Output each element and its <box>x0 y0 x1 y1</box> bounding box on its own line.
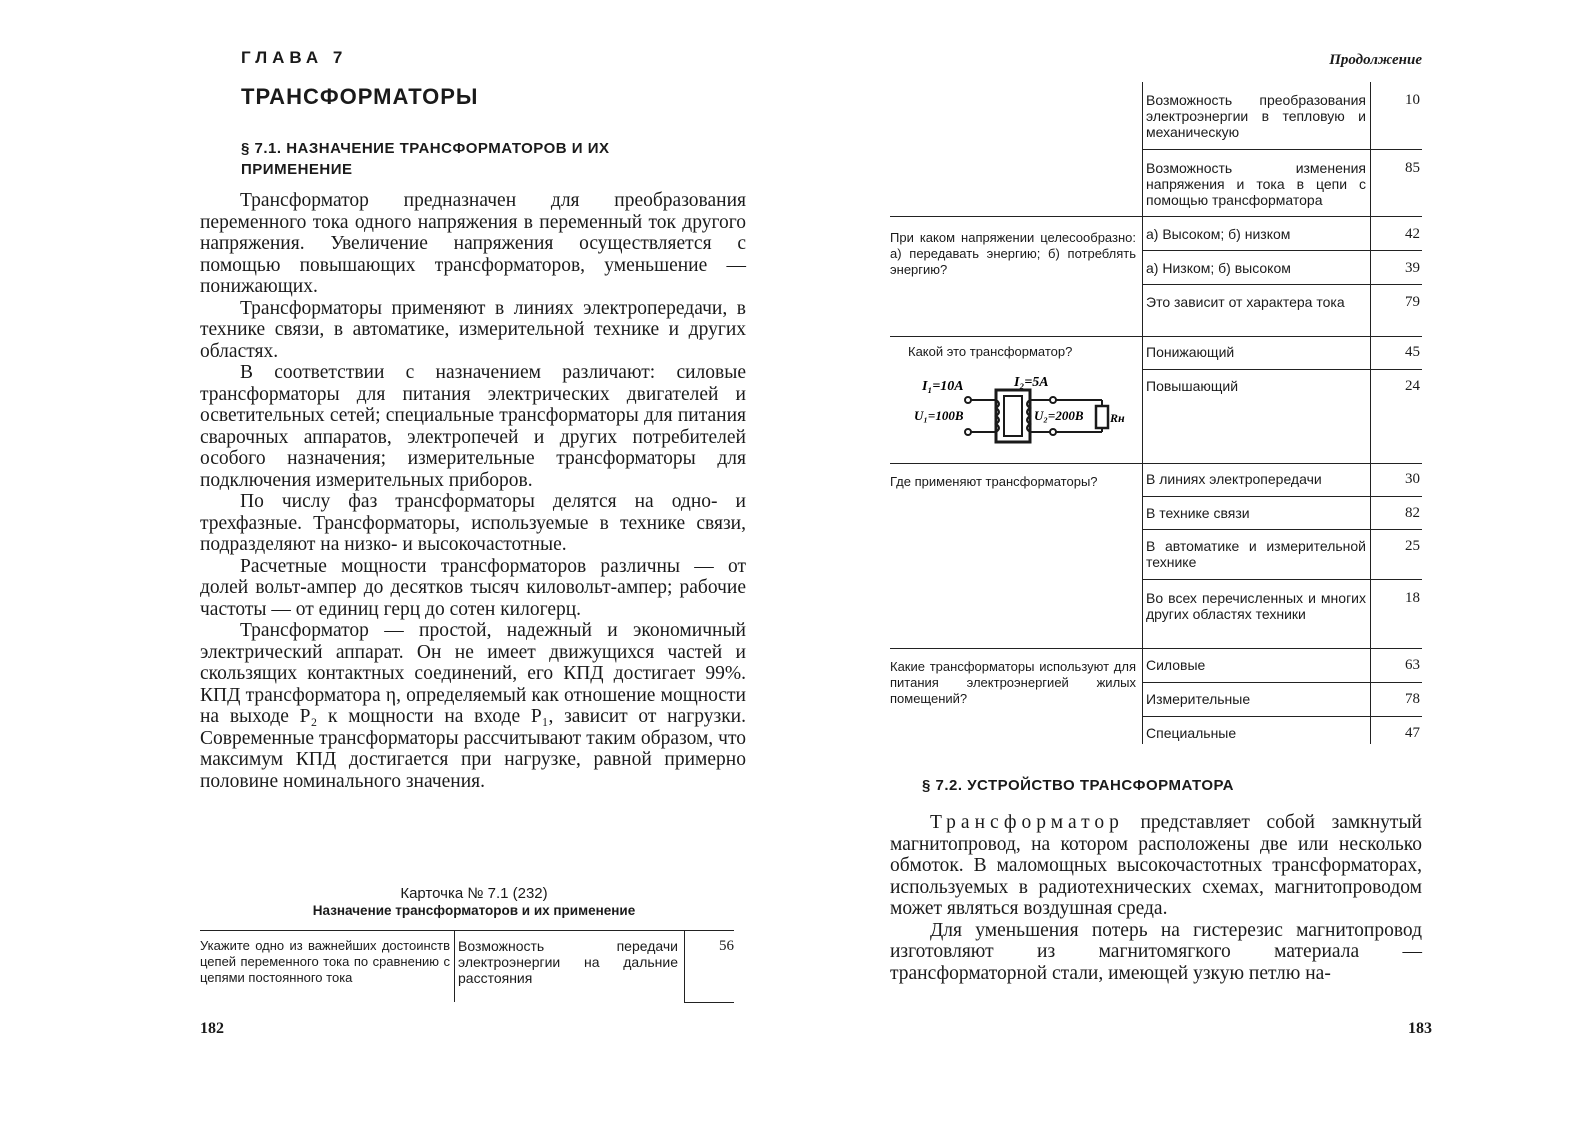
table-rule <box>890 336 1422 337</box>
paragraph: Расчетные мощности трансформаторов различны — от долей вольт-ампер до десятков тысяч киловольт-ампер; рабочие частоты — от единиц герц до сотен килогерц. <box>200 555 746 620</box>
card-title: Карточка № 7.1 (232) <box>400 885 548 902</box>
table-rule <box>1142 496 1422 497</box>
table-rule <box>684 930 685 1002</box>
section-title: § 7.1. НАЗНАЧЕНИЕ ТРАНСФОРМАТОРОВ И ИХ ПРИМЕНЕНИЕ <box>241 140 610 178</box>
table-question: Какие трансформаторы используют для питания электроэнергией жилых помещений? <box>890 659 1136 706</box>
table-answer: Силовые <box>1146 657 1206 673</box>
table-rule <box>454 930 455 1002</box>
table-answer: Специальные <box>1146 725 1237 741</box>
body-text <box>200 190 746 792</box>
table-answer: Возможность преобразования электроэнергии в тепловую и механическую <box>1146 92 1366 140</box>
table-answer-number: 85 <box>1405 160 1420 176</box>
table-answer-number: 79 <box>1405 294 1420 310</box>
diagram-label-i1: I₁=10A <box>922 379 964 394</box>
table-answer-number: 63 <box>1405 657 1420 673</box>
table-rule <box>890 216 1422 217</box>
chapter-label: ГЛАВА 7 <box>241 48 348 67</box>
table-rule <box>1370 82 1371 744</box>
table-answer-number: 30 <box>1405 471 1420 487</box>
paragraph: Трансформаторы применяют в линиях электропередачи, в технике связи, в автоматике, измерительной технике и других областях. <box>200 297 746 362</box>
transformer-diagram <box>910 370 1125 460</box>
diagram-label-u2: U₂=200В <box>1034 408 1084 423</box>
table-rule <box>200 930 734 931</box>
card-answer-number: 56 <box>719 938 734 954</box>
paragraph: Трансформатор предназначен для преобразования переменного тока одного напряжения в переменный ток другого напряжения. Увеличение напряжения осуществляется с помощью повышающих трансформаторов, уменьшение — понижающих. <box>200 190 746 297</box>
table-rule <box>1142 250 1422 251</box>
table-rule <box>890 463 1422 464</box>
table-answer: В автоматике и измерительной технике <box>1146 538 1366 570</box>
table-question: При каком напряжении целесообразно: а) передавать энергию; б) потреблять энергию? <box>890 230 1136 277</box>
table-answer: В технике связи <box>1146 505 1250 521</box>
table-answer-number: 47 <box>1405 725 1420 741</box>
table-rule <box>1142 149 1422 150</box>
table-answer-number: 18 <box>1405 590 1420 606</box>
table-rule <box>1142 529 1422 530</box>
paragraph: Для уменьшения потерь на гистерезис магнитопровод изготовляют из магнитомягкого материала — трансформаторной стали, имеющей узкую петлю на- <box>890 919 1422 984</box>
table-question: Какой это трансформатор? <box>908 344 1073 359</box>
chapter-title: ТРАНСФОРМАТОРЫ <box>241 84 479 109</box>
table-answer: Понижающий <box>1146 344 1235 360</box>
table-rule <box>1142 682 1422 683</box>
card-answer: Возможность передачи электроэнергии на дальние расстояния <box>458 938 678 986</box>
table-answer: а) Низком; б) высоком <box>1146 260 1291 276</box>
diagram-label-u1: U₁=100В <box>914 408 964 423</box>
card-caption <box>200 885 748 919</box>
body-text <box>890 812 1422 984</box>
lead-word: Трансформатор <box>930 812 1124 833</box>
paragraph: По числу фаз трансформаторы делятся на одно- и трехфазные. Трансформаторы, используемые в технике связи, подразделяют на низко- и высокочастотные. <box>200 491 746 555</box>
paragraph: В соответствии с назначением различают: силовые трансформаторы для питания электрических двигателей и осветительных сетей; специальные трансформаторы для питания сварочных аппаратов, электропечей и других потребителей особого назначения; измерительные трансформаторы для подключения измерительных приборов. <box>200 362 746 491</box>
section-title: § 7.2. УСТРОЙСТВО ТРАНСФОРМАТОРА <box>922 777 1235 794</box>
paragraph-rest: представляет собой замкнутый магнитопровод, на котором расположены две или несколько обмоток. В маломощных высокочастотных трансформаторах, используемых в радиотехнических схемах, магнитопроводом может являться воздушная среда. <box>890 812 1422 919</box>
table-answer: Возможность изменения напряжения и тока в цепи с помощью трансформатора <box>1146 160 1366 208</box>
table-answer: Измерительные <box>1146 691 1251 707</box>
table-rule <box>1142 284 1422 285</box>
table-answer-number: 42 <box>1405 226 1420 242</box>
table-answer: В линиях электропередачи <box>1146 471 1322 487</box>
table-rule <box>1142 369 1422 370</box>
table-answer-number: 24 <box>1405 378 1420 394</box>
paragraph <box>890 812 1422 920</box>
card-table <box>200 930 734 1004</box>
table-rule <box>1142 579 1422 580</box>
table-answer-number: 39 <box>1405 260 1420 276</box>
table-rule <box>890 648 1422 649</box>
table-answer: Во всех перечисленных и многих других областях техники <box>1146 590 1366 622</box>
table-rule <box>684 1002 734 1003</box>
table-answer-number: 78 <box>1405 691 1420 707</box>
table-answer: Повышающий <box>1146 378 1239 394</box>
paragraph: Трансформатор — простой, надежный и экономичный электрический аппарат. Он не имеет движущихся частей и скользящих контактных соединений, его КПД достигает 99%. КПД трансформатора η, определяемый как отношение мощности на выходе P₂ к мощности на входе P₁, зависит от нагрузки. Современные трансформаторы рассчитывают таким образом, что максимум КПД достигается при нагрузке, равной примерно половине номинального значения. <box>200 620 746 792</box>
table-answer-number: 82 <box>1405 505 1420 521</box>
page-number: 182 <box>200 1020 224 1037</box>
table-answer-number: 10 <box>1405 92 1420 108</box>
card-question: Укажите одно из важнейших достоинств цепей переменного тока по сравнению с цепями постоянного тока <box>200 938 450 985</box>
card-subtitle: Назначение трансформаторов и их применение <box>312 903 636 918</box>
table-answer: Это зависит от характера тока <box>1146 294 1345 310</box>
diagram-label-i2: I₂=5A <box>1014 375 1049 390</box>
table-rule <box>1142 716 1422 717</box>
table-question: Где применяют трансформаторы? <box>890 474 1098 489</box>
continuation-label: Продолжение <box>1329 52 1422 68</box>
page-number: 183 <box>1408 1020 1432 1037</box>
table-answer: а) Высоком; б) низком <box>1146 226 1291 242</box>
table-answer-number: 45 <box>1405 344 1420 360</box>
table-rule <box>1142 82 1143 744</box>
diagram-label-rh: Rн <box>1110 411 1125 425</box>
table-answer-number: 25 <box>1405 538 1420 554</box>
